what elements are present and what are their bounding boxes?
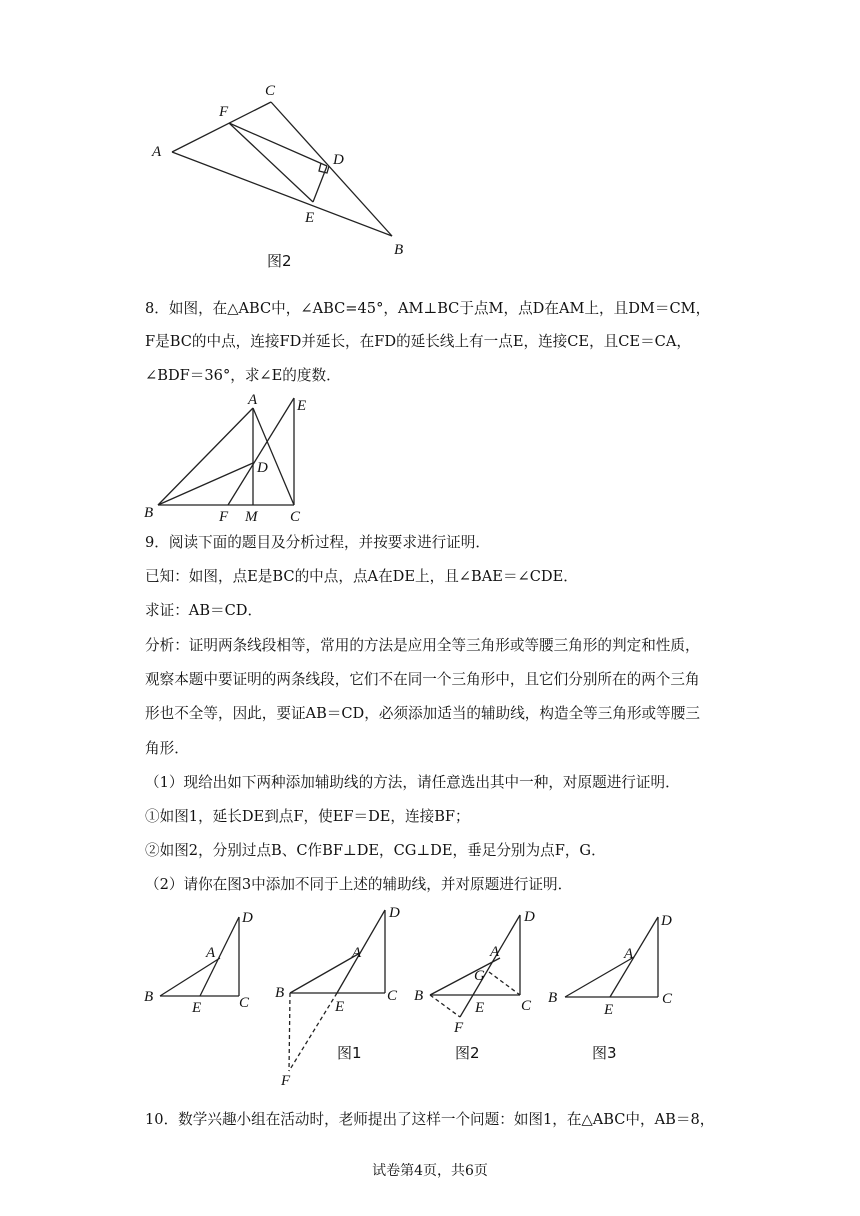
fig3-label-A: A	[624, 946, 634, 962]
figures-problem9	[140, 900, 700, 1090]
label-C: C	[290, 509, 301, 525]
fig3-label-D: D	[661, 913, 672, 929]
problem9-line7: 角形．	[145, 740, 189, 757]
seg-AC	[253, 408, 294, 505]
fig2-label-D: D	[524, 909, 535, 925]
problem9-line11: （2）请你在图3中添加不同于上述的辅助线，并对原题进行证明．	[145, 876, 573, 893]
problem9-line10: ②如图2，分别过点B、C作BF⊥DE，CG⊥DE，垂足分别为点F，G．	[145, 842, 606, 859]
label-M: M	[245, 509, 258, 525]
label-D: D	[257, 460, 268, 476]
fig2-label-E: E	[475, 1000, 485, 1016]
label-A: A	[248, 392, 258, 408]
figure-problem8	[140, 390, 320, 525]
label-B: B	[144, 505, 154, 521]
problem8-line2: F是BC的中点，连接FD并延长，在FD的延长线上有一点E，连接CE，且CE＝CA，	[145, 333, 691, 350]
problem9-line4: 分析：证明两条线段相等，常用的方法是应用全等三角形或等腰三角形的判定和性质，	[145, 637, 700, 654]
fig1-label-F: F	[281, 1073, 291, 1089]
problem9-line5: 观察本题中要证明的两条线段，它们不在同一个三角形中，且它们分别所在的两个三角	[145, 671, 700, 688]
seg-AB	[172, 152, 392, 236]
fig2-label-C: C	[521, 998, 532, 1014]
problem9-line8: （1）现给出如下两种添加辅助线的方法，请任意选出其中一种，对原题进行证明．	[145, 774, 680, 791]
caption-figure-3: 图3	[592, 1044, 617, 1062]
label-F: F	[219, 509, 229, 525]
label-A: A	[152, 144, 162, 160]
seg-BA	[158, 408, 253, 505]
fig0-label-A: A	[206, 945, 216, 961]
fig0-label-C: C	[239, 995, 250, 1011]
label-F: F	[219, 104, 229, 120]
seg-BD	[158, 463, 253, 505]
fig3-label-E: E	[604, 1002, 614, 1018]
label-E: E	[305, 210, 315, 226]
fig3-label-B: B	[548, 990, 558, 1006]
problem8-line1: 8．如图，在△ABC中，∠ABC=45°，AM⊥BC于点M，点D在AM上，且DM＝CM，	[145, 300, 711, 317]
problem9-line2: 已知：如图，点E是BC的中点，点A在DE上，且∠BAE＝∠CDE．	[145, 568, 578, 585]
fig3-label-C: C	[662, 991, 673, 1007]
seg-FE	[228, 398, 294, 505]
problem9-line3: 求证：AB＝CD．	[145, 602, 263, 619]
figure-original	[160, 917, 239, 996]
caption-figure-2: 图2	[455, 1044, 480, 1062]
fig0-label-E: E	[192, 1000, 202, 1016]
fig1-label-D: D	[389, 905, 400, 921]
fig2-label-F: F	[454, 1020, 464, 1036]
fig1-label-B: B	[275, 985, 285, 1001]
fig2-label-B: B	[414, 988, 424, 1004]
page-footer: 试卷第4页，共6页	[372, 1163, 488, 1179]
label-D: D	[333, 152, 344, 168]
label-E: E	[297, 398, 307, 414]
fig1-label-C: C	[387, 988, 398, 1004]
label-C: C	[265, 83, 276, 99]
seg-CB	[271, 102, 392, 236]
figure-caption: 图2	[267, 252, 292, 270]
fig1-label-E: E	[335, 999, 345, 1015]
fig0-label-B: B	[144, 989, 154, 1005]
figure-top	[140, 75, 430, 275]
fig2-label-G: G	[474, 968, 485, 984]
fig0-label-D: D	[242, 910, 253, 926]
problem9-line9: ①如图1，延长DE到点F，使EF＝DE，连接BF；	[145, 808, 470, 825]
problem9-line6: 形也不全等，因此，要证AB＝CD，必须添加适当的辅助线，构造全等三角形或等腰三	[145, 705, 700, 722]
figure-3	[565, 917, 658, 997]
fig1-label-A: A	[352, 945, 362, 961]
problem9-line1: 9．阅读下面的题目及分析过程，并按要求进行证明．	[145, 534, 490, 551]
seg-FD	[229, 123, 327, 166]
problem8-line3: ∠BDF＝36°，求∠E的度数．	[145, 367, 341, 384]
problem10-line1: 10．数学兴趣小组在活动时，老师提出了这样一个问题：如图1，在△ABC中，AB＝8，	[145, 1111, 715, 1128]
fig2-label-A: A	[490, 944, 500, 960]
caption-figure-1: 图1	[337, 1044, 362, 1062]
label-B: B	[394, 242, 404, 258]
